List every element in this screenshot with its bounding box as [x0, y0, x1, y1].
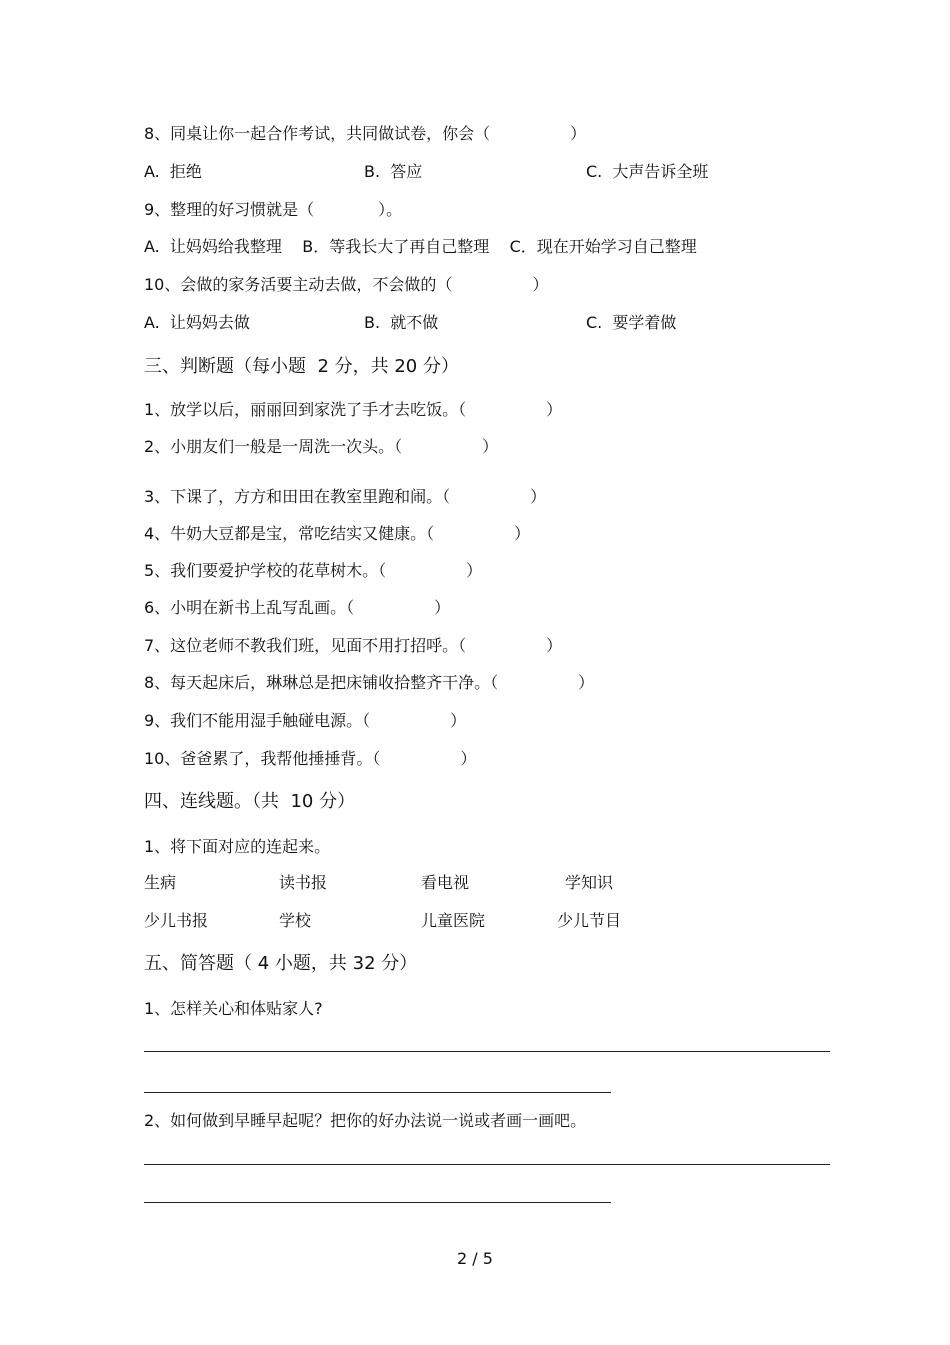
question-8-option-b: B. 答应 — [364, 162, 423, 181]
question-10-option-a: A. 让妈妈去做 — [144, 313, 250, 332]
matching-item: 读书报 — [279, 873, 328, 892]
answer-line — [144, 1092, 611, 1093]
question-8-stem: 8、同桌让你一起合作考试，共同做试卷，你会（ ） — [144, 124, 587, 143]
question-9-stem: 9、整理的好习惯就是（ ）。 — [144, 200, 403, 219]
matching-item: 少儿节目 — [557, 911, 622, 930]
question-8-option-c: C. 大声告诉全班 — [586, 162, 709, 181]
judge-item-9: 9、我们不能用湿手触碰电源。（ ） — [144, 711, 467, 730]
judge-item-2: 2、小朋友们一般是一周洗一次头。（ ） — [144, 437, 499, 456]
matching-item: 生病 — [144, 873, 177, 892]
judge-item-3: 3、下课了，方方和田田在教室里跑和闹。（ ） — [144, 487, 547, 506]
question-10-stem: 10、会做的家务活要主动去做，不会做的（ ） — [144, 275, 549, 294]
matching-question-1: 1、将下面对应的连起来。 — [144, 837, 331, 856]
matching-item: 看电视 — [421, 873, 470, 892]
judge-item-6: 6、小明在新书上乱写乱画。（ ） — [144, 598, 451, 617]
short-answer-question-1: 1、怎样关心和体贴家人? — [144, 999, 323, 1018]
judge-item-1: 1、放学以后，丽丽回到家洗了手才去吃饭。（ ） — [144, 400, 563, 419]
answer-line — [144, 1051, 830, 1052]
question-9-options: A. 让妈妈给我整理 B．等我长大了再自己整理 C．现在开始学习自己整理 — [144, 237, 697, 256]
judge-item-8: 8、每天起床后，琳琳总是把床铺收拾整齐干净。（ ） — [144, 673, 595, 692]
question-10-option-c: C. 要学着做 — [586, 313, 677, 332]
section-5-title: 五、简答题（ 4 小题，共 32 分） — [144, 953, 418, 974]
page-number: 2 / 5 — [457, 1249, 493, 1268]
judge-item-10: 10、爸爸累了，我帮他捶捶背。（ ） — [144, 749, 477, 768]
matching-item: 学知识 — [565, 873, 614, 892]
answer-line — [144, 1164, 830, 1165]
matching-item: 少儿书报 — [144, 911, 209, 930]
question-10-option-b: B. 就不做 — [364, 313, 439, 332]
judge-item-7: 7、这位老师不教我们班，见面不用打招呼。（ ） — [144, 636, 563, 655]
matching-item: 学校 — [279, 911, 312, 930]
short-answer-question-2: 2、如何做到早睡早起呢？把你的好办法说一说或者画一画吧。 — [144, 1111, 587, 1130]
section-4-title: 四、连线题。（共 10 分） — [144, 791, 356, 812]
question-8-option-a: A. 拒绝 — [144, 162, 202, 181]
judge-item-4: 4、牛奶大豆都是宝，常吃结实又健康。（ ） — [144, 524, 531, 543]
answer-line — [144, 1202, 611, 1203]
judge-item-5: 5、我们要爱护学校的花草树木。（ ） — [144, 561, 483, 580]
matching-item: 儿童医院 — [421, 911, 486, 930]
section-3-title: 三、判断题（每小题 2 分，共 20 分） — [144, 356, 459, 377]
